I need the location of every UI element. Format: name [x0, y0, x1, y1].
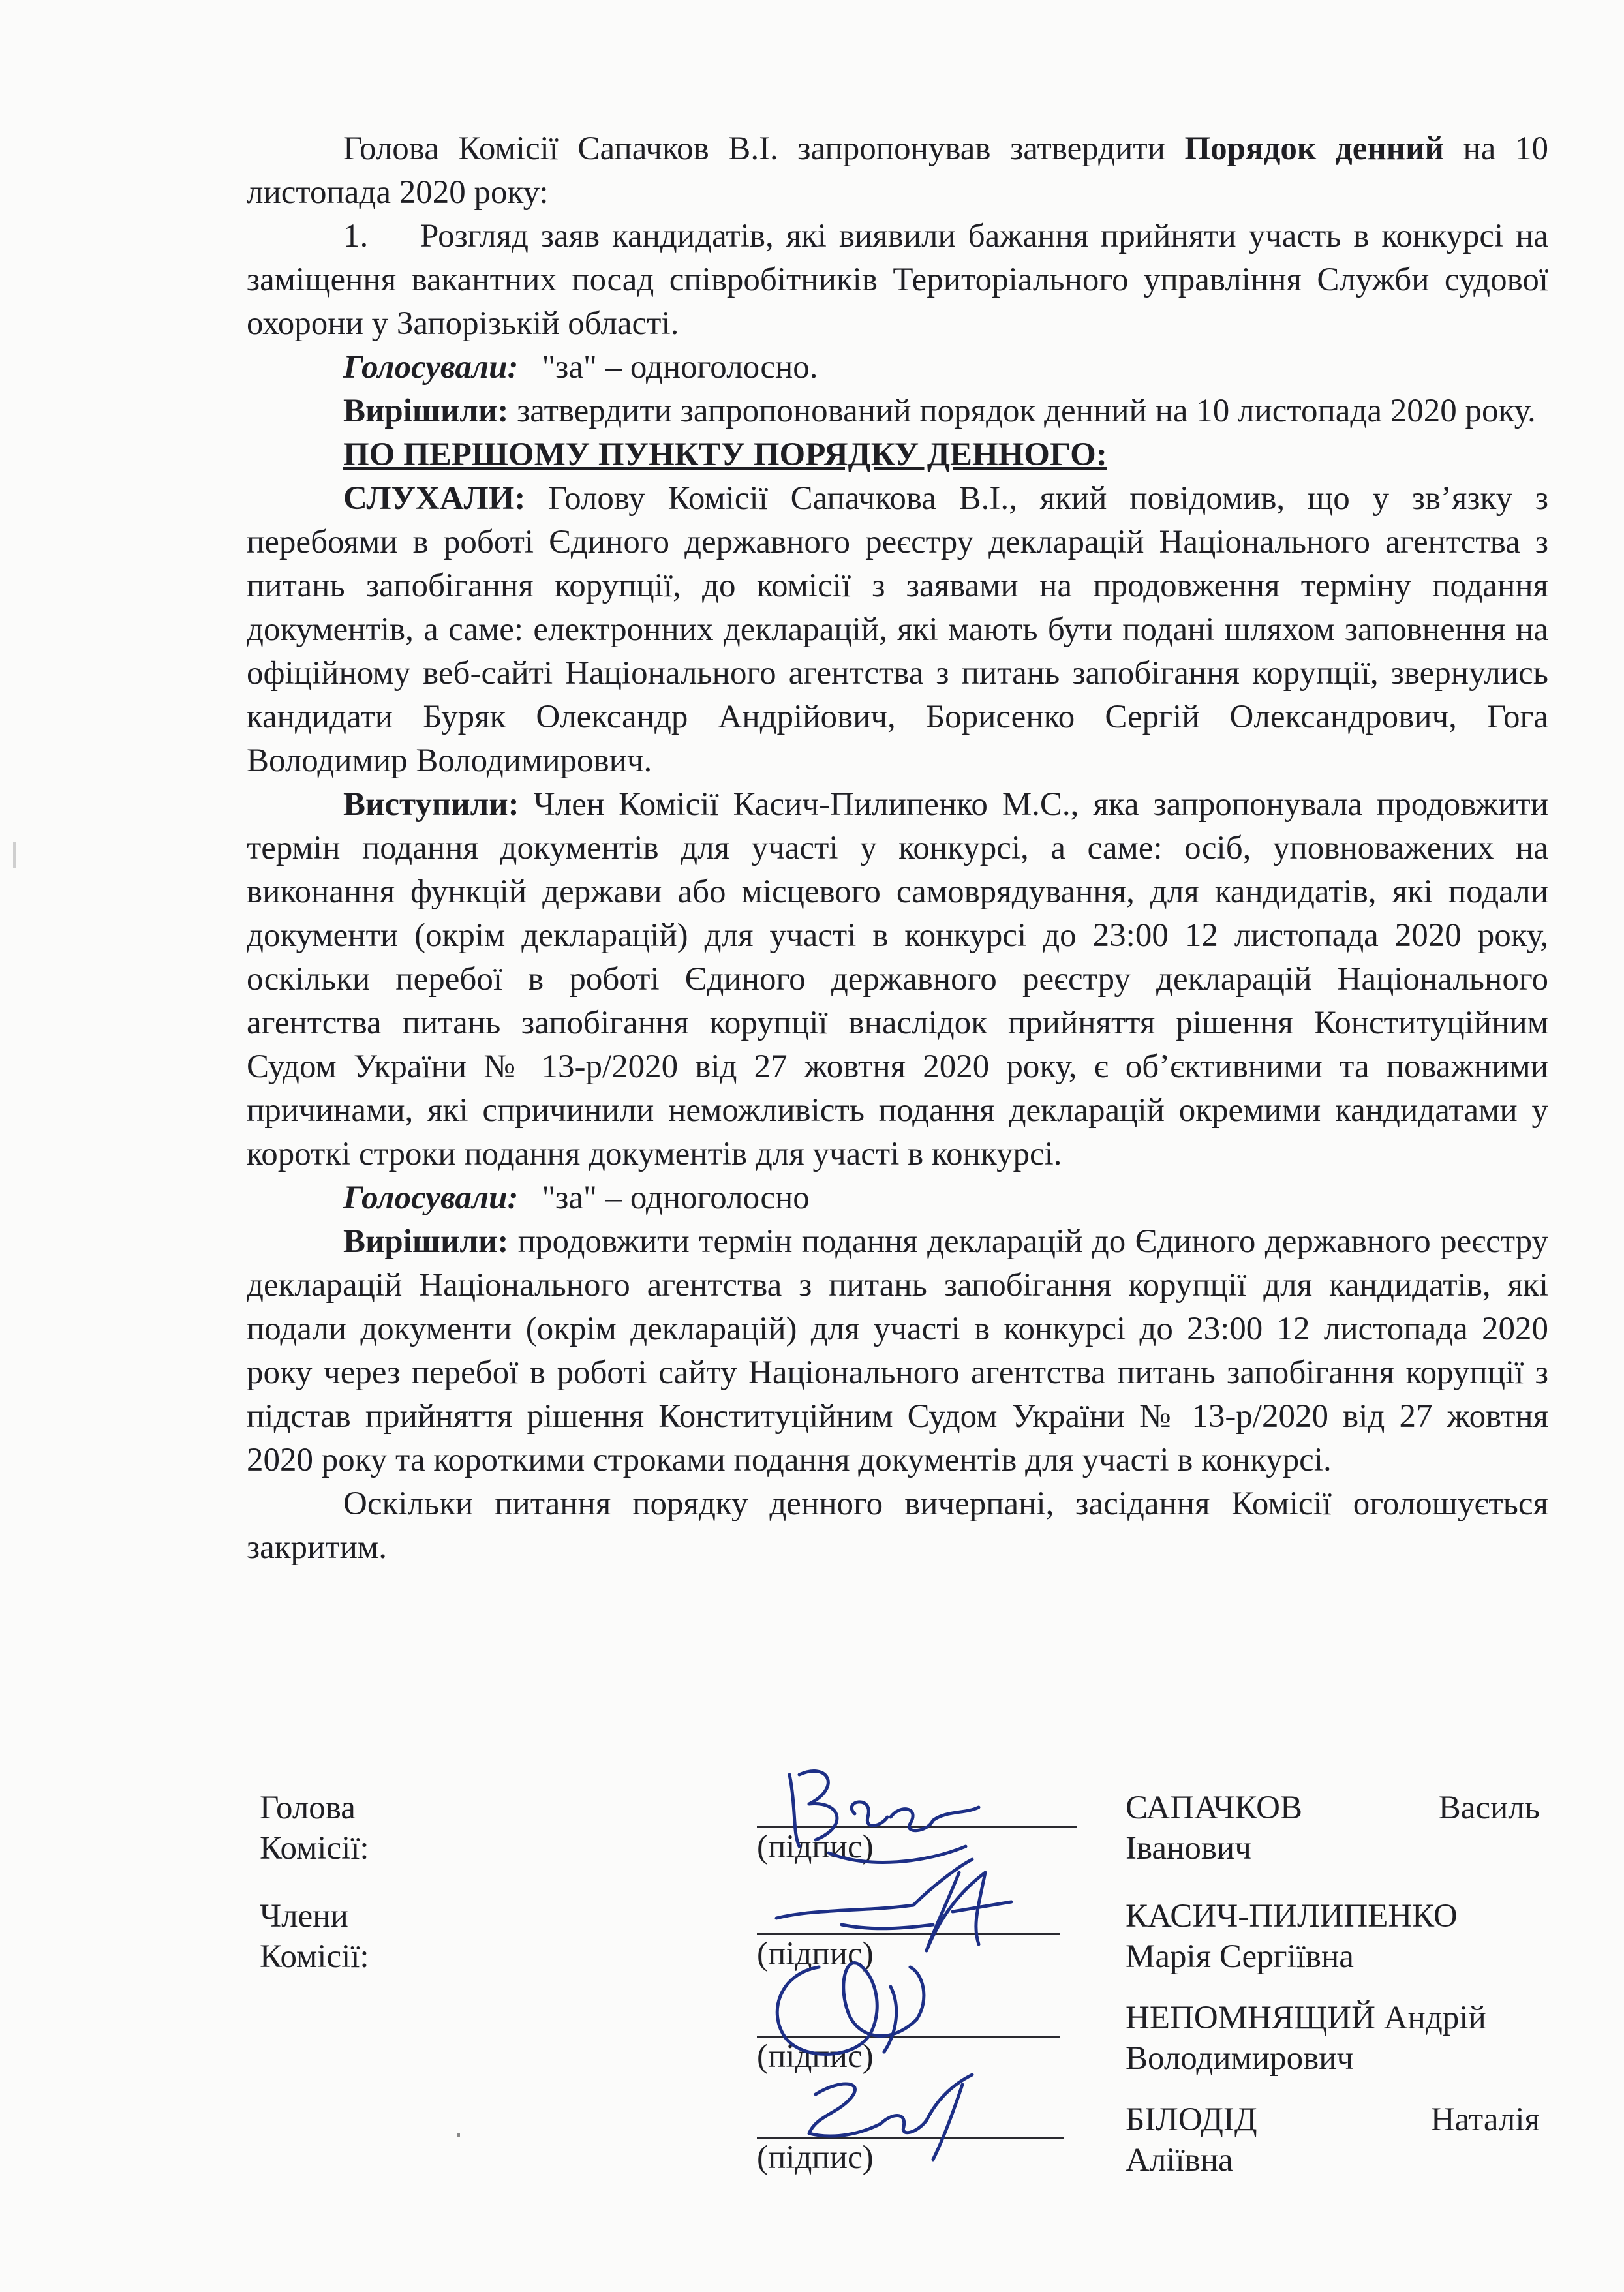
person-patronymic: Аліївна	[1126, 2142, 1233, 2178]
vote-result: "за" – одноголосно	[542, 1180, 810, 1216]
chair-label-line2: Комісії:	[260, 1830, 369, 1867]
members-label-line2: Комісії:	[260, 1938, 369, 1975]
person-surname: НЕПОМНЯЩИЙ Андрій	[1126, 2000, 1486, 2036]
vote-label: Голосували:	[343, 349, 519, 386]
signature-caption: (підпис)	[757, 1936, 874, 1972]
member-name	[1126, 1998, 1540, 2079]
vote-label: Голосували:	[343, 1180, 519, 1216]
scan-artifact	[13, 842, 16, 868]
chair-name	[1126, 1788, 1540, 1869]
signature-caption: (підпис)	[757, 1829, 874, 1865]
person-surname: БІЛОДІД	[1126, 2101, 1257, 2138]
person-first-name: Наталія	[1430, 2101, 1540, 2138]
person-patronymic: Іванович	[1126, 1830, 1251, 1867]
handwritten-signature-3	[760, 1948, 956, 2068]
heard-text: Голову Комісії Сапачкова В.І., який повідомив, що у зв’язку з перебоями в роботі Єдиного державного реєстру декларацій Національного агентства з питань запобігання корупції, до комісії з заявами на продовження терміну подання документів, а саме: електронних декларацій, які мають бути подані шляхом заповнення на офіційному веб-сайті Національного агентства з питань запобігання корупції, звернулись кандидати Буряк Олександр Андрійович, Борисенко Сергій Олександрович, Гога Володимир Володимирович.	[247, 480, 1548, 779]
person-first-name: Василь	[1438, 1790, 1540, 1826]
vote-result: "за" – одноголосно.	[542, 349, 818, 386]
agenda-date-text: на 10 листопада 2020 року:	[247, 130, 1548, 211]
chair-label-line1: Голова	[260, 1790, 356, 1826]
member-name	[1126, 2100, 1540, 2180]
members-label	[260, 1896, 369, 1977]
person-given-names: Володимирович	[1126, 2040, 1354, 2077]
signature-caption: (підпис)	[757, 2139, 874, 2176]
spoke-label: Виступили:	[343, 786, 519, 823]
agenda-intro-text: Голова Комісії Сапачков В.І. запропонував затвердити	[343, 130, 1185, 167]
person-surname: КАСИЧ-ПИЛИПЕНКО	[1126, 1898, 1458, 1934]
decision-text: продовжити термін подання декларацій до Єдиного державного реєстру декларацій Національного агентства з питань запобігання корупції для кандидатів, які подали документи (окрім декларацій) для участі в конкурсі до 23:00 12 листопада 2020 року через перебої в роботі сайту Національного агентства питань запобігання корупції з підстав прийняття рішення Конституційним Судом України № 13-р/2020 від 27 жовтня 2020 року та короткими строками подання документів для участі в конкурсі.	[247, 1223, 1548, 1478]
spoke-text: Член Комісії Касич-Пилипенко М.С., яка запропонувала продовжити термін подання документів для участі у конкурсі, а саме: осіб, уповноважених на виконання функцій держави або місцевого самоврядування, для кандидатів, які подали документи (окрім декларацій) для участі в конкурсі до 23:00 12 листопада 2020 року, оскільки перебої в роботі Єдиного державного реєстру декларацій Національного агентства питань запобігання корупції внаслідок прийняття рішення Конституційним Судом України № 13-р/2020 від 27 жовтня 2020 року, є об’єктивними та поважними причинами, які спричинили неможливість подання декларацій окремими кандидатами у короткі строки подання документів для участі в конкурсі.	[247, 786, 1548, 1172]
closing-paragraph: Оскільки питання порядку денного вичерпані, засідання Комісії оголошується закритим.	[247, 1486, 1548, 1566]
members-label-line1: Члени	[260, 1898, 348, 1934]
decision-text: затвердити запропонований порядок денний на 10 листопада 2020 року.	[508, 393, 1536, 429]
heard-label: СЛУХАЛИ:	[343, 480, 526, 517]
section-heading: ПО ПЕРШОМУ ПУНКТУ ПОРЯДКУ ДЕННОГО:	[343, 436, 1107, 473]
agenda-item-number: 1.	[343, 218, 369, 254]
handwritten-signature-4	[776, 2055, 992, 2166]
decision-label: Вирішили:	[343, 393, 509, 429]
chair-label	[260, 1788, 369, 1869]
scan-artifact	[457, 2133, 460, 2137]
person-given-names: Марія Сергіївна	[1126, 1938, 1354, 1975]
agenda-title: Порядок денний	[1184, 130, 1444, 167]
person-surname: САПАЧКОВ	[1126, 1790, 1302, 1826]
handwritten-signature-2	[763, 1846, 1024, 1964]
member-name	[1126, 1896, 1540, 1977]
decision-label: Вирішили:	[343, 1223, 509, 1260]
agenda-item-text: Розгляд заяв кандидатів, які виявили бажання прийняти участь в конкурсі на заміщення вакантних посад співробітників Територіального управління Служби судової охорони у Запорізькій області.	[247, 218, 1548, 342]
signature-caption: (підпис)	[757, 2038, 874, 2075]
